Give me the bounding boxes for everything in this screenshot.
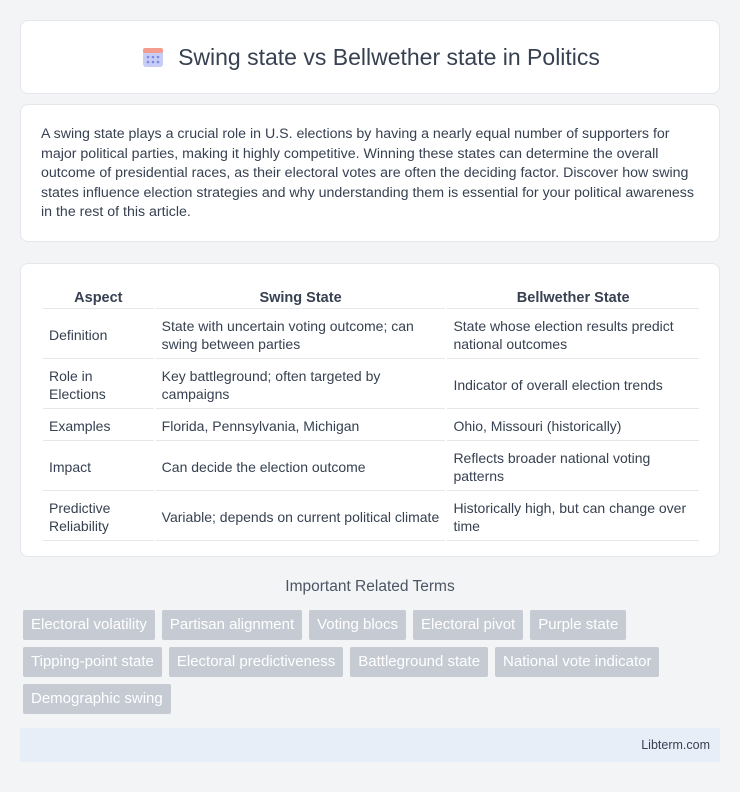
cell-aspect: Predictive Reliability <box>43 493 154 541</box>
footer <box>20 728 720 762</box>
comparison-table <box>41 284 701 543</box>
cell-swing: Key battleground; often targeted by campaigns <box>156 361 446 409</box>
cell-swing: Can decide the election outcome <box>156 443 446 491</box>
cell-swing: Florida, Pennsylvania, Michigan <box>156 411 446 441</box>
related-term-tag[interactable]: Battleground state <box>350 647 488 677</box>
related-term-tag[interactable]: Demographic swing <box>23 684 171 714</box>
cell-aspect: Impact <box>43 443 154 491</box>
footer-site-link[interactable]: Libterm.com <box>641 738 710 752</box>
related-term-tag[interactable]: National vote indicator <box>495 647 659 677</box>
table-row <box>43 361 699 409</box>
table-row <box>43 411 699 441</box>
cell-bellwether: Indicator of overall election trends <box>447 361 699 409</box>
cell-bellwether: State whose election results predict national outcomes <box>447 311 699 359</box>
table-header-row <box>43 286 699 309</box>
table-row <box>43 493 699 541</box>
cell-swing: Variable; depends on current political climate <box>156 493 446 541</box>
related-term-tag[interactable]: Purple state <box>530 610 626 640</box>
related-terms-title: Important Related Terms <box>285 578 455 595</box>
cell-aspect: Role in Elections <box>43 361 154 409</box>
related-term-tag[interactable]: Electoral pivot <box>413 610 523 640</box>
related-term-tag[interactable]: Voting blocs <box>309 610 406 640</box>
page-title: Swing state vs Bellwether state in Politics <box>178 43 600 70</box>
related-term-tag[interactable]: Partisan alignment <box>162 610 302 640</box>
cell-bellwether: Historically high, but can change over time <box>447 493 699 541</box>
header-aspect: Aspect <box>43 286 154 309</box>
table-row <box>43 443 699 491</box>
cell-aspect: Definition <box>43 311 154 359</box>
related-term-tag[interactable]: Electoral volatility <box>23 610 155 640</box>
cell-swing: State with uncertain voting outcome; can swing between parties <box>156 311 446 359</box>
cell-aspect: Examples <box>43 411 154 441</box>
related-term-tag[interactable]: Electoral predictiveness <box>169 647 343 677</box>
related-term-tag[interactable]: Tipping-point state <box>23 647 162 677</box>
header-card <box>20 20 720 94</box>
intro-paragraph: A swing state plays a crucial role in U.S. elections by having a nearly equal number of supporters for major political parties, making it highly competitive. Winning these states can determine the overall outcome of presidential races, as their electoral votes are often the deciding factor. Discover how swing states influence election strategies and why understanding them is essential for your political awareness in the rest of this article. <box>41 126 694 220</box>
calendar-grid-icon <box>140 44 166 70</box>
cell-bellwether: Ohio, Missouri (historically) <box>447 411 699 441</box>
cell-bellwether: Reflects broader national voting patterns <box>447 443 699 491</box>
comparison-table-card <box>20 263 720 557</box>
header-swing-state: Swing State <box>156 286 446 309</box>
table-row <box>43 311 699 359</box>
header-bellwether-state: Bellwether State <box>447 286 699 309</box>
related-terms-list <box>23 610 723 714</box>
intro-card <box>20 104 720 242</box>
